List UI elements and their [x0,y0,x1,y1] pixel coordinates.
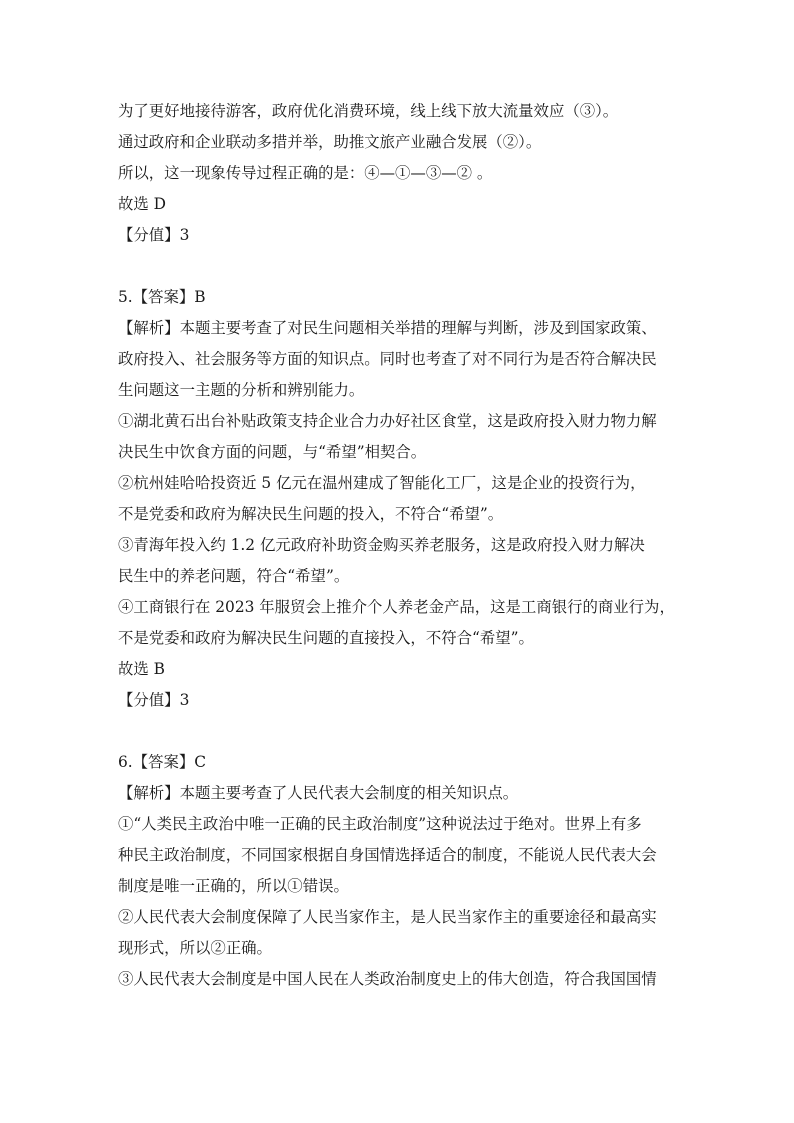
document-page [118,96,684,995]
text-line: 决民生中饮食方面的问题，与“希望”相契合。 [118,443,427,461]
text-line: 现形式，所以②正确。 [118,939,272,957]
answer-line: 6.【答案】C [118,753,207,771]
text-line: ②人民代表大会制度保障了人民当家作主，是人民当家作主的重要途径和最高实 [118,908,657,926]
text-line: 政府投入、社会服务等方面的知识点。同时也考查了对不同行为是否符合解决民 [118,350,657,368]
score-line: 【分值】3 [118,226,190,244]
text-line: 为了更好地接待游客，政府优化消费环境，线上线下放大流量效应（③）。 [118,102,619,120]
text-line: ①湖北黄石出台补贴政策支持企业合力办好社区食堂，这是政府投入财力物力解 [118,412,657,430]
score-line: 【分值】3 [118,691,190,709]
text-line: 不是党委和政府为解决民生问题的直接投入，不符合“希望”。 [118,629,534,647]
text-line: 民生中的养老问题，符合“希望”。 [118,567,350,585]
text-line: 种民主政治制度，不同国家根据自身国情选择适合的制度，不能说人民代表大会 [118,846,657,864]
paragraph-gap [118,716,684,747]
text-line: ③人民代表大会制度是中国人民在人类政治制度史上的伟大创造，符合我国国情 [118,970,657,988]
text-line: ①“人类民主政治中唯一正确的民主政治制度”这种说法过于绝对。世界上有多 [118,815,642,833]
choice-line: 故选 B [118,660,165,678]
answer-line: 5.【答案】B [118,288,206,306]
text-line: ④工商银行在 2023 年服贸会上推介个人养老金产品，这是工商银行的商业行为， [118,598,675,616]
text-line: 生问题这一主题的分析和辨别能力。 [118,381,365,399]
choice-line: 故选 D [118,195,167,213]
text-line: 【解析】本题主要考查了对民生问题相关举措的理解与判断，涉及到国家政策、 [118,319,657,337]
text-line: ③青海年投入约 1.2 亿元政府补助资金购买养老服务，这是政府投入财力解决 [118,536,645,554]
text-line: 通过政府和企业联动多措并举，助推文旅产业融合发展（②）。 [118,133,542,151]
text-line: 制度是唯一正确的，所以①错误。 [118,877,349,895]
text-line: 【解析】本题主要考查了人民代表大会制度的相关知识点。 [118,784,519,802]
text-line: 所以，这一现象传导过程正确的是：④—①—③—② 。 [118,164,493,182]
text-line: 不是党委和政府为解决民生问题的投入，不符合“希望”。 [118,505,504,523]
text-line: ②杭州娃哈哈投资近 5 亿元在温州建成了智能化工厂，这是企业的投资行为， [118,474,646,492]
paragraph-gap [118,251,684,282]
